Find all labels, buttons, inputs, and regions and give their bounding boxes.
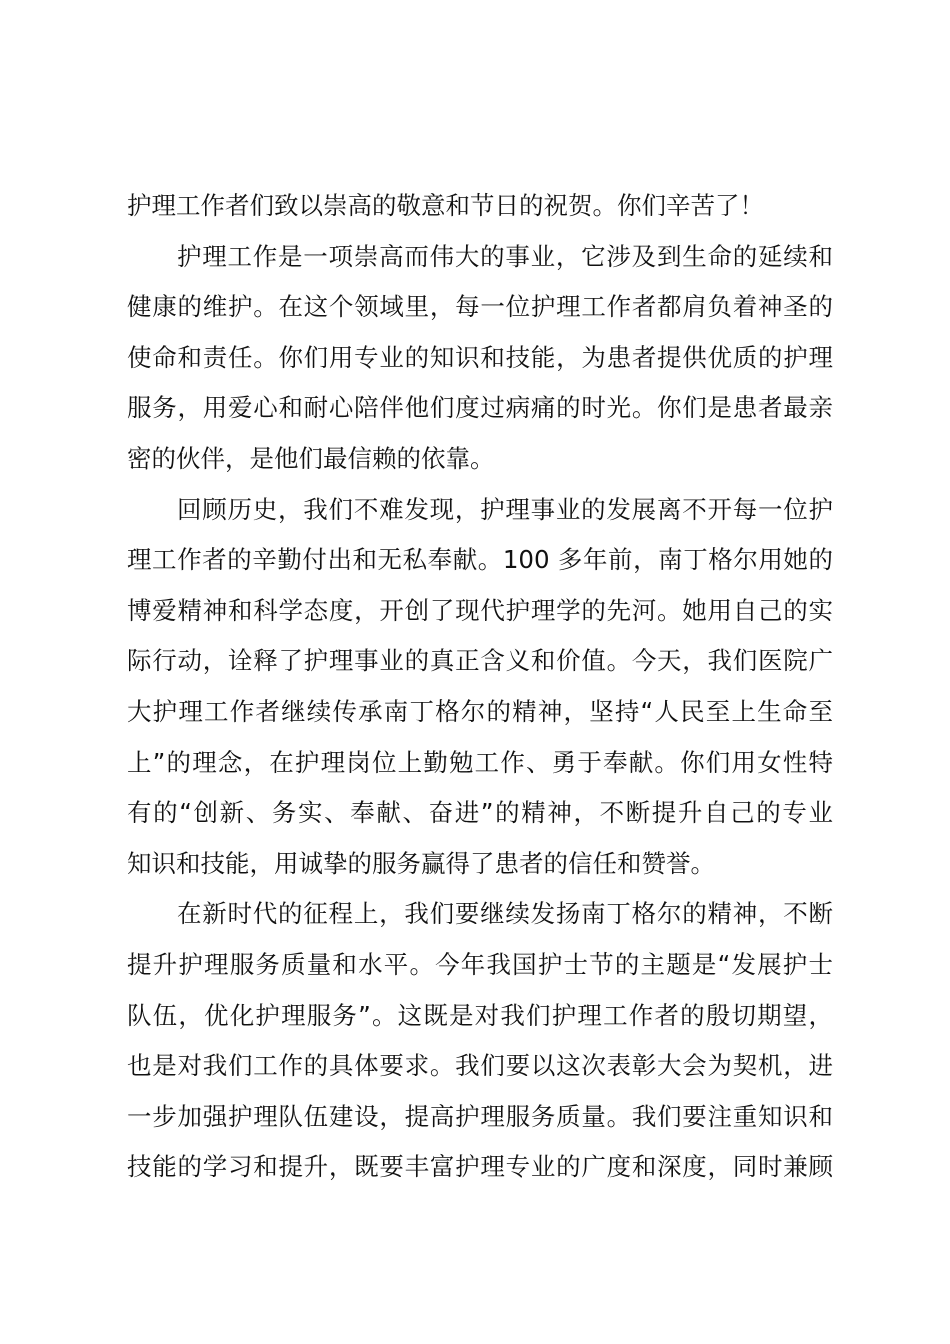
paragraph-1-line-1: 护理工作者们致以崇高的敬意和节日的祝贺。你们辛苦了！	[127, 191, 764, 220]
paragraph-3-line-4: 际行动，诠释了护理事业的真正含义和价值。今天，我们医院广	[127, 646, 833, 676]
paragraph-3-line-6: 上”的理念，在护理岗位上勤勉工作、勇于奉献。你们用女性特	[127, 747, 833, 777]
paragraph-3-line-1: 回顾历史，我们不难发现，护理事业的发展离不开每一位护	[177, 494, 833, 524]
paragraph-2-line-4: 服务，用爱心和耐心陪伴他们度过病痛的时光。你们是患者最亲	[127, 393, 833, 423]
paragraph-3-line-7: 有的“创新、务实、奉献、奋进”的精神，不断提升自己的专业	[127, 798, 833, 828]
paragraph-3-line-8: 知识和技能，用诚挚的服务赢得了患者的信任和赞誉。	[127, 848, 715, 878]
paragraph-2-line-1: 护理工作是一项崇高而伟大的事业，它涉及到生命的延续和	[177, 241, 833, 271]
paragraph-2-line-5: 密的伙伴，是他们最信赖的依靠。	[127, 443, 495, 473]
paragraph-4-line-6: 技能的学习和提升，既要丰富护理专业的广度和深度，同时兼顾	[127, 1152, 833, 1182]
paragraph-4-line-3: 队伍，优化护理服务”。这既是对我们护理工作者的殷切期望，	[127, 1000, 833, 1030]
paragraph-4-line-4: 也是对我们工作的具体要求。我们要以这次表彰大会为契机，进	[127, 1051, 833, 1081]
paragraph-4-line-2: 提升护理服务质量和水平。今年我国护士节的主题是“发展护士	[127, 949, 833, 979]
paragraph-3-line-3: 博爱精神和科学态度，开创了现代护理学的先河。她用自己的实	[127, 595, 833, 625]
paragraph-2-line-2: 健康的维护。在这个领域里，每一位护理工作者都肩负着神圣的	[127, 292, 833, 322]
paragraph-4-line-5: 一步加强护理队伍建设，提高护理服务质量。我们要注重知识和	[127, 1101, 833, 1131]
paragraph-3-line-2: 理工作者的辛勤付出和无私奉献。100 多年前，南丁格尔用她的	[127, 545, 833, 575]
paragraph-4-line-1: 在新时代的征程上，我们要继续发扬南丁格尔的精神，不断	[177, 899, 833, 929]
paragraph-3-line-5: 大护理工作者继续传承南丁格尔的精神，坚持“人民至上生命至	[127, 696, 833, 726]
paragraph-2-line-3: 使命和责任。你们用专业的知识和技能，为患者提供优质的护理	[127, 342, 833, 372]
document-body	[127, 181, 833, 1193]
